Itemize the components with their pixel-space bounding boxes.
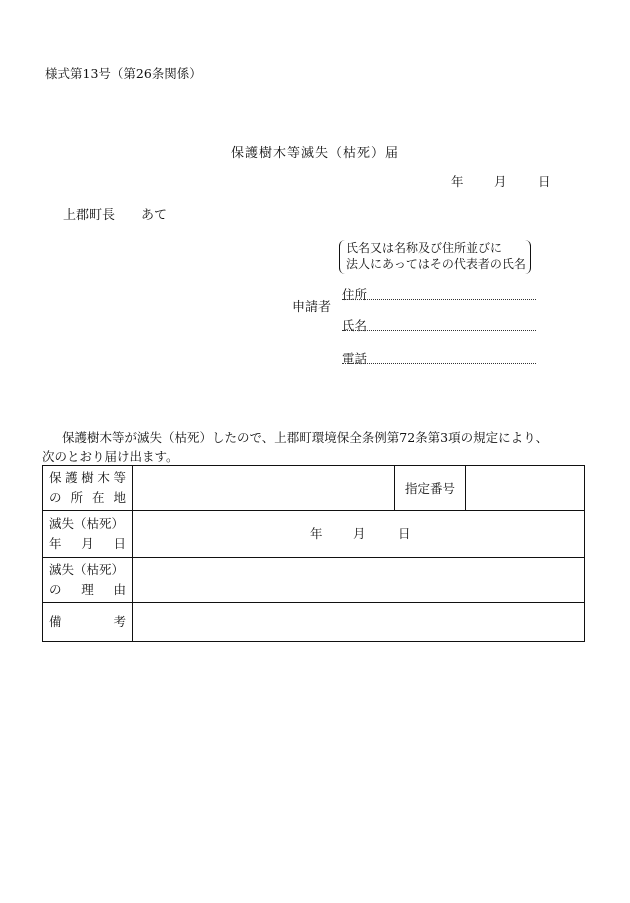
remarks-input-cell[interactable] — [133, 603, 585, 642]
date-year-label: 年 — [451, 174, 464, 189]
form-number: 様式第13号（第26条関係） — [45, 66, 202, 81]
location-label-cell — [43, 466, 133, 511]
page-title: 保護樹木等滅失（枯死）届 — [230, 146, 399, 161]
date-label-line-2: 年 月 日 — [49, 536, 126, 551]
table-row-remarks — [43, 603, 585, 642]
addressee: 上郡町長 あて — [63, 208, 168, 223]
reason-label-line-1: 滅失（枯死） — [49, 562, 125, 577]
designation-input-cell[interactable] — [466, 466, 585, 511]
designation-label: 指定番号 — [404, 481, 455, 496]
address-label: 住所 — [342, 287, 368, 302]
statement-line-1: 保護樹木等が滅失（枯死）したので、上郡町環境保全条例第72条第3項の規定により、 — [62, 430, 549, 445]
remarks-label: 備 考 — [49, 614, 126, 629]
date-value-day: 日 — [398, 526, 411, 541]
applicant-note-line-2: 法人にあってはその代表者の氏名 — [346, 257, 526, 271]
applicant-label: 申請者 — [292, 300, 332, 315]
name-label: 氏名 — [342, 318, 368, 333]
date-label-cell — [43, 511, 133, 558]
phone-field[interactable] — [342, 363, 536, 364]
designation-label-cell — [395, 466, 466, 511]
date-value-month: 月 — [353, 526, 366, 541]
remarks-label-cell — [43, 603, 133, 642]
applicant-note-line-1: 氏名又は名称及び住所並びに — [346, 241, 503, 255]
statement-line-2: 次のとおり届け出ます。 — [42, 449, 179, 464]
location-label-line-2: の 所 在 地 — [49, 490, 126, 505]
date-day-label: 日 — [538, 174, 551, 189]
date-input-cell[interactable] — [133, 511, 585, 558]
applicant-note — [339, 240, 531, 274]
reason-input-cell[interactable] — [133, 558, 585, 603]
date-label-line-1: 滅失（枯死） — [49, 516, 125, 531]
phone-label: 電話 — [342, 351, 368, 366]
reason-label-line-2: の 理 由 — [49, 582, 126, 597]
reason-label-cell — [43, 558, 133, 603]
table-row-reason — [43, 558, 585, 603]
location-input-cell[interactable] — [133, 466, 395, 511]
statement — [42, 428, 602, 466]
table-row-location — [43, 466, 585, 511]
report-table — [42, 465, 585, 642]
address-field[interactable] — [342, 299, 536, 300]
location-label-line-1: 保護樹木等 — [49, 470, 126, 485]
date-month-label: 月 — [494, 174, 507, 189]
name-field[interactable] — [342, 330, 536, 331]
table-row-date — [43, 511, 585, 558]
date-value-year: 年 — [310, 526, 323, 541]
